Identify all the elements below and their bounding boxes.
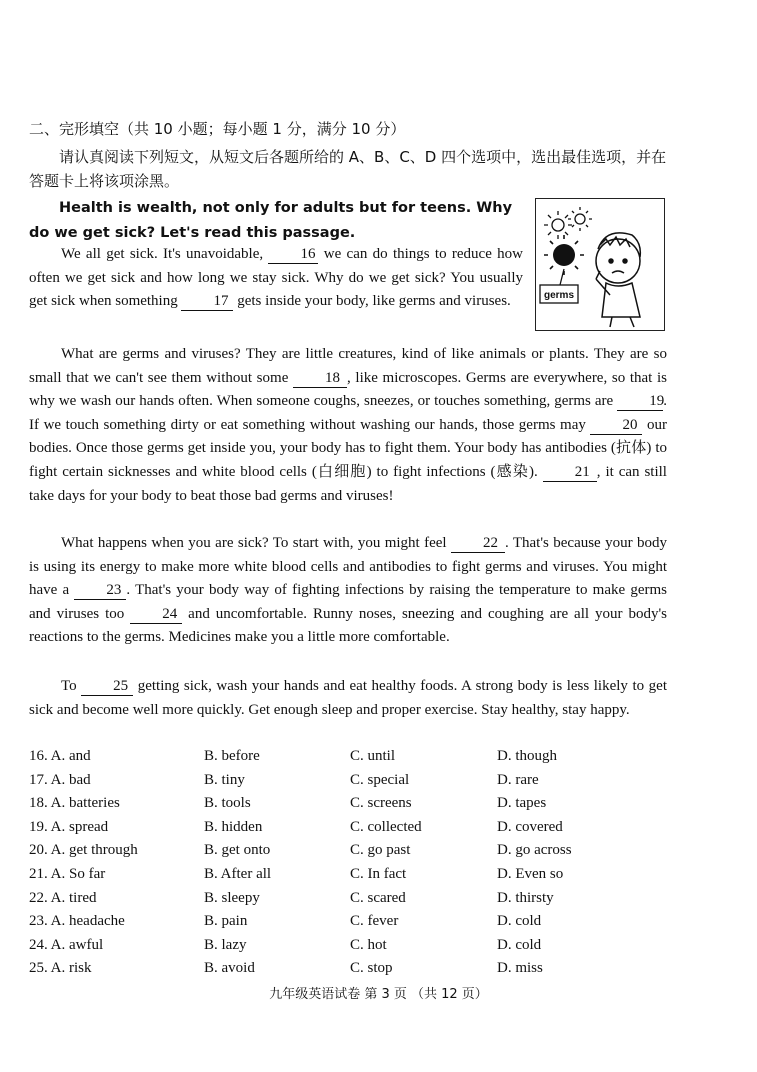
option-c-21: C. In fact bbox=[350, 866, 407, 882]
option-b-17: B. tiny bbox=[204, 771, 245, 788]
germs-illustration bbox=[535, 198, 665, 331]
paragraph-3 bbox=[29, 532, 667, 650]
blank-23: 23 bbox=[74, 581, 126, 600]
page-footer: 九年级英语试卷 第 3 页 （共 12 页） bbox=[269, 987, 488, 1002]
germs-sign-label: germs bbox=[544, 290, 575, 301]
option-d-19: D. covered bbox=[497, 818, 563, 835]
option-b-18: B. tools bbox=[204, 795, 251, 812]
blank-20: 20 bbox=[590, 416, 642, 435]
option-d-17: D. rare bbox=[497, 771, 539, 788]
option-a-17: 17. A. bad bbox=[29, 771, 91, 788]
blank-22: 22 bbox=[451, 534, 505, 553]
option-c-16: C. until bbox=[350, 748, 396, 764]
blank-17: 17 bbox=[181, 292, 233, 311]
instructions: 请认真阅读下列短文，从短文后各题所给的 A、B、C、D 四个选项中，选出最佳选项，并在答题卡上将该项涂黑。 bbox=[29, 148, 667, 190]
option-a-23: 23. A. headache bbox=[29, 913, 125, 930]
option-a-19: 19. A. spread bbox=[29, 818, 109, 835]
option-b-23: B. pain bbox=[204, 913, 248, 930]
option-b-16: B. before bbox=[204, 748, 260, 764]
option-b-21: B. After all bbox=[204, 866, 272, 882]
sick-boy-icon bbox=[536, 199, 663, 329]
p4-text-2: getting sick, wash your hands and eat healthy foods. A strong body is less likely to get sick and become well more quickly. Get enough sleep and proper exercise. Stay healthy, stay happy. bbox=[29, 678, 667, 718]
option-b-19: B. hidden bbox=[204, 818, 263, 835]
option-b-25: B. avoid bbox=[204, 960, 255, 977]
option-d-24: D. cold bbox=[497, 936, 542, 953]
option-d-25: D. miss bbox=[497, 960, 543, 977]
section-title: 二、完形填空（共 10 小题；每小题 1 分，满分 10 分） bbox=[29, 120, 406, 138]
blank-19: 19 bbox=[617, 392, 663, 411]
paragraph-1 bbox=[29, 243, 523, 314]
p2-text-2: , like microscopes. Germs are everywhere, so that is why we wash our hands often. When someone coughs, sneezes, or touches something, germs are bbox=[29, 369, 667, 410]
passage-headline: Health is wealth, not only for adults but for teens. Why do we get sick? Let's read this passage. bbox=[29, 200, 513, 241]
option-c-17: C. special bbox=[350, 771, 410, 788]
option-a-21: 21. A. So far bbox=[29, 866, 106, 882]
blank-18: 18 bbox=[293, 369, 347, 388]
option-d-22: D. thirsty bbox=[497, 889, 554, 906]
option-a-18: 18. A. batteries bbox=[29, 795, 120, 812]
option-c-18: C. screens bbox=[350, 795, 412, 812]
option-c-19: C. collected bbox=[350, 818, 422, 835]
p2-text-4: our bodies. Once those germs get inside you, your body has to fight them. Your body has antibodies (抗体) to fight certain sicknesses and white blood cells (白细胞) to fight infections (感染). bbox=[29, 416, 668, 480]
p3-text-4: and uncomfortable. Runny noses, sneezing and coughing are all your body's reactions to the germs. Medicines make you a little more comfortable. bbox=[29, 605, 667, 646]
option-b-22: B. sleepy bbox=[204, 889, 260, 906]
option-a-25: 25. A. risk bbox=[29, 960, 92, 977]
paragraph-4 bbox=[29, 675, 667, 722]
option-d-16: D. though bbox=[497, 748, 557, 764]
option-c-22: C. scared bbox=[350, 889, 406, 906]
paragraph-2 bbox=[29, 343, 667, 508]
p2-text-5: , it can still take days for your body to beat those bad germs and viruses! bbox=[29, 463, 667, 504]
option-a-22: 22. A. tired bbox=[29, 889, 97, 906]
p1-text-3: gets inside your body, like germs and viruses. bbox=[233, 293, 511, 310]
option-c-23: C. fever bbox=[350, 913, 399, 930]
p3-text-2: . That's because your body is using its energy to make more white blood cells and antibodies to fight germs and viruses. You might have a bbox=[29, 535, 667, 599]
option-d-20: D. go across bbox=[497, 842, 572, 859]
option-a-24: 24. A. awful bbox=[29, 936, 104, 953]
p3-text-1: What happens when you are sick? To start with, you might feel bbox=[61, 535, 451, 551]
p1-text-2: we can do things to reduce how often we get sick and how long we stay sick. Why do we get sick? You usually get sick when something bbox=[29, 246, 524, 310]
option-d-21: D. Even so bbox=[497, 866, 564, 882]
option-d-23: D. cold bbox=[497, 913, 542, 930]
blank-24: 24 bbox=[130, 605, 182, 624]
p1-text-1: We all get sick. It's unavoidable, bbox=[61, 246, 269, 262]
blank-16: 16 bbox=[268, 245, 318, 264]
option-b-24: B. lazy bbox=[204, 936, 247, 953]
p4-text-1: To bbox=[61, 678, 82, 694]
blank-21: 21 bbox=[543, 463, 597, 482]
blank-25: 25 bbox=[81, 677, 133, 696]
p2-text-3: . If we touch something dirty or eat something without washing our hands, those germs may bbox=[29, 393, 667, 433]
p3-text-3: . That's your body way of fighting infections by raising the temperature to make germs and viruses too bbox=[29, 582, 667, 622]
p2-text-1: What are germs and viruses? They are little creatures, kind of like animals or plants. They are so small that we can't see them without some bbox=[29, 346, 667, 386]
option-a-16: 16. A. and bbox=[29, 748, 91, 764]
option-c-20: C. go past bbox=[350, 842, 411, 859]
option-c-25: C. stop bbox=[350, 960, 393, 977]
option-c-24: C. hot bbox=[350, 936, 387, 953]
option-d-18: D. tapes bbox=[497, 795, 547, 812]
option-a-20: 20. A. get through bbox=[29, 842, 138, 859]
option-b-20: B. get onto bbox=[204, 842, 271, 859]
